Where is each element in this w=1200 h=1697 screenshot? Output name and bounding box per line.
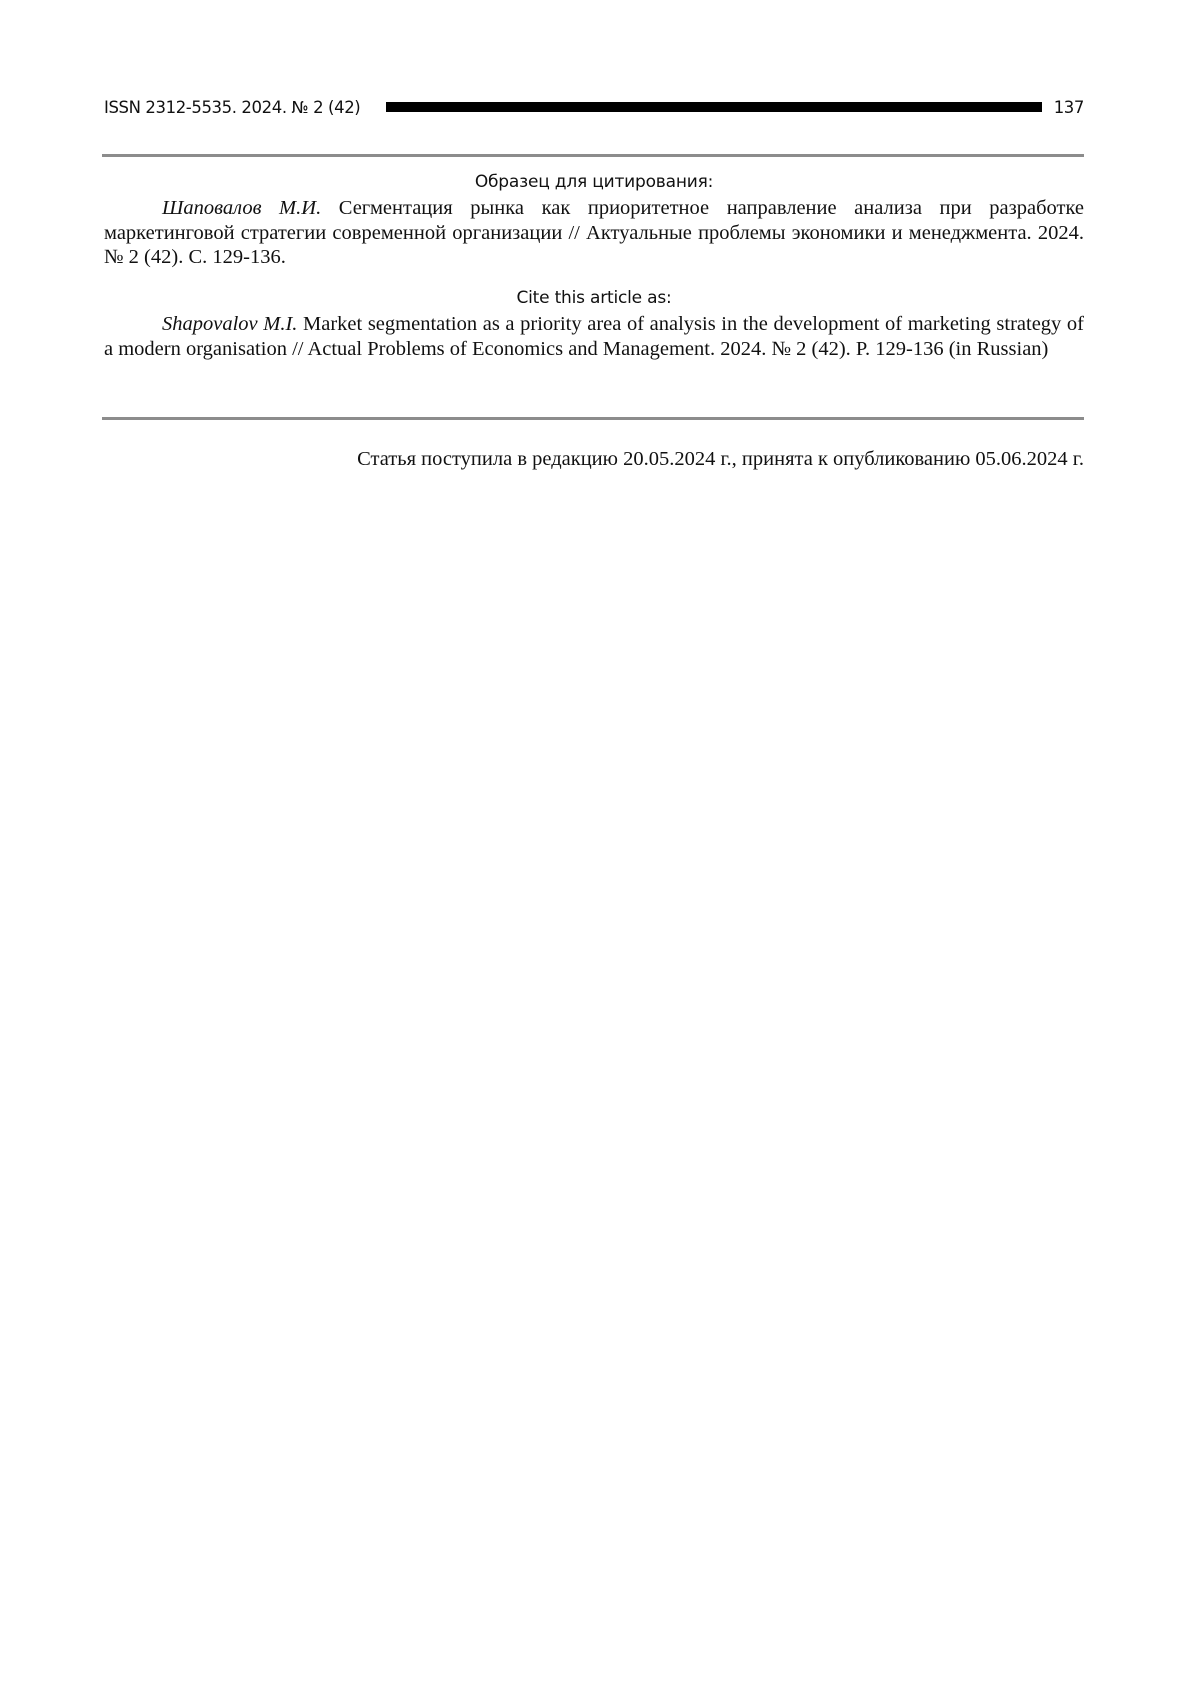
citation-ru-text [104, 196, 1084, 270]
citation-en-text [104, 312, 1084, 361]
citation-ru [104, 170, 1084, 270]
page-number: 137 [1053, 97, 1084, 117]
citation-en-author: Shapovalov M.I. [162, 313, 298, 335]
citation-ru-body: Сегментация рынка как приоритетное направление анализа при разработке маркетинговой стратегии современной организации // Актуальные проблемы экономики и менеджмента. 2024. № 2 (42). С. 129-136. [104, 197, 1084, 268]
top-divider [102, 154, 1084, 157]
citation-en-heading: Cite this article as: [516, 288, 672, 308]
received-note: Статья поступила в редакцию 20.05.2024 г., принята к опубликованию 05.06.2024 г. [357, 448, 1084, 470]
running-head [104, 94, 1084, 120]
citation-ru-heading: Образец для цитирования: [474, 172, 714, 192]
citation-en-body: Market segmentation as a priority area of analysis in the development of marketing strategy of a modern organisation // Actual Problems of Economics and Management. 2024. № 2 (42). P. 129-136 (in Russian) [104, 313, 1084, 360]
bottom-divider [102, 417, 1084, 420]
citation-ru-author: Шаповалов М.И. [162, 197, 322, 219]
journal-issn: ISSN 2312-5535. 2024. № 2 (42) [104, 97, 361, 117]
citation-en [104, 286, 1084, 361]
header-bar [386, 102, 1041, 112]
